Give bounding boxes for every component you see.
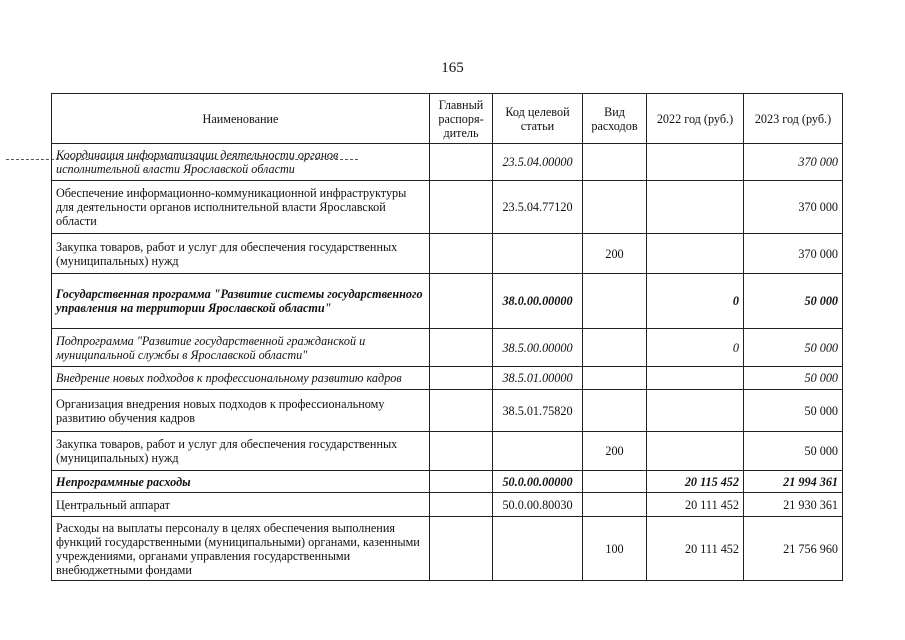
cell-code: 23.5.04.77120 — [493, 181, 583, 234]
cell-2022 — [647, 432, 744, 471]
cell-name: Центральный аппарат — [52, 493, 430, 517]
table-row — [52, 234, 843, 274]
cell-name: Непрограммные расходы — [52, 471, 430, 493]
table-row — [52, 367, 843, 390]
cell-2022: 20 111 452 — [647, 517, 744, 581]
page-number: 165 — [441, 60, 464, 76]
cell-code: 38.5.01.00000 — [493, 367, 583, 390]
cell-manager — [430, 367, 493, 390]
header-code: Код целевой статьи — [493, 94, 583, 144]
cell-2022 — [647, 234, 744, 274]
cell-name: Координация информатизации деятельности органов исполнительной власти Ярославской области — [52, 144, 430, 181]
header-2023: 2023 год (руб.) — [744, 94, 843, 144]
cell-name: Внедрение новых подходов к профессиональному развитию кадров — [52, 367, 430, 390]
cell-code: 50.0.00.80030 — [493, 493, 583, 517]
cell-name: Организация внедрения новых подходов к профессиональному развитию обучения кадров — [52, 390, 430, 432]
cell-manager — [430, 329, 493, 367]
budget-table — [51, 93, 843, 581]
cell-2022: 20 111 452 — [647, 493, 744, 517]
cell-name: Закупка товаров, работ и услуг для обеспечения государственных (муниципальных) нужд — [52, 432, 430, 471]
table-row — [52, 471, 843, 493]
cell-code: 23.5.04.00000 — [493, 144, 583, 181]
cell-2023: 50 000 — [744, 367, 843, 390]
cell-2023: 21 994 361 — [744, 471, 843, 493]
header-row — [52, 94, 843, 144]
cell-2023: 21 930 361 — [744, 493, 843, 517]
cell-2023: 370 000 — [744, 181, 843, 234]
cell-kind: 200 — [583, 234, 647, 274]
cell-code — [493, 517, 583, 581]
cell-name: Подпрограмма "Развитие государственной гражданской и муниципальной службы в Ярославской области" — [52, 329, 430, 367]
cell-2023: 21 756 960 — [744, 517, 843, 581]
header-manager: Главный распоря-дитель — [430, 94, 493, 144]
header-2022: 2022 год (руб.) — [647, 94, 744, 144]
table-row — [52, 517, 843, 581]
cell-kind — [583, 367, 647, 390]
cell-code: 50.0.00.00000 — [493, 471, 583, 493]
cell-kind: 100 — [583, 517, 647, 581]
table-row — [52, 432, 843, 471]
cell-kind — [583, 493, 647, 517]
cell-kind — [583, 329, 647, 367]
cell-name: Государственная программа "Развитие системы государственного управления на территории Ярославской области" — [52, 274, 430, 329]
table-row — [52, 329, 843, 367]
cell-manager — [430, 493, 493, 517]
cell-manager — [430, 274, 493, 329]
cell-2022: 20 115 452 — [647, 471, 744, 493]
cell-2022 — [647, 181, 744, 234]
cell-manager — [430, 390, 493, 432]
cell-2023: 50 000 — [744, 432, 843, 471]
cell-2022: 0 — [647, 274, 744, 329]
cell-2022: 0 — [647, 329, 744, 367]
cell-kind: 200 — [583, 432, 647, 471]
cell-kind — [583, 471, 647, 493]
cell-code — [493, 234, 583, 274]
cell-2023: 50 000 — [744, 329, 843, 367]
cell-2023: 50 000 — [744, 274, 843, 329]
cell-name: Расходы на выплаты персоналу в целях обеспечения выполнения функций государственными (муниципальными) органами, казенными учреждениями, органами управления государственными внебюджетными фондами — [52, 517, 430, 581]
cell-code: 38.5.01.75820 — [493, 390, 583, 432]
cell-code — [493, 432, 583, 471]
cell-2023: 370 000 — [744, 234, 843, 274]
cell-kind — [583, 144, 647, 181]
cell-code: 38.5.00.00000 — [493, 329, 583, 367]
table-row — [52, 390, 843, 432]
cell-2023: 370 000 — [744, 144, 843, 181]
cell-manager — [430, 471, 493, 493]
cell-manager — [430, 234, 493, 274]
cell-code: 38.0.00.00000 — [493, 274, 583, 329]
cell-2022 — [647, 144, 744, 181]
cell-2022 — [647, 367, 744, 390]
cell-manager — [430, 144, 493, 181]
cell-manager — [430, 432, 493, 471]
cell-2022 — [647, 390, 744, 432]
cell-kind — [583, 390, 647, 432]
table-row — [52, 493, 843, 517]
cell-kind — [583, 274, 647, 329]
cell-2023: 50 000 — [744, 390, 843, 432]
cell-manager — [430, 181, 493, 234]
table-row — [52, 274, 843, 329]
header-name: Наименование — [52, 94, 430, 144]
header-kind: Вид расходов — [583, 94, 647, 144]
cell-name: Обеспечение информационно-коммуникационной инфраструктуры для деятельности органов исполнительной власти Ярославской области — [52, 181, 430, 234]
table-row — [52, 181, 843, 234]
cell-name: Закупка товаров, работ и услуг для обеспечения государственных (муниципальных) нужд — [52, 234, 430, 274]
table-row — [52, 144, 843, 181]
cell-kind — [583, 181, 647, 234]
cell-manager — [430, 517, 493, 581]
